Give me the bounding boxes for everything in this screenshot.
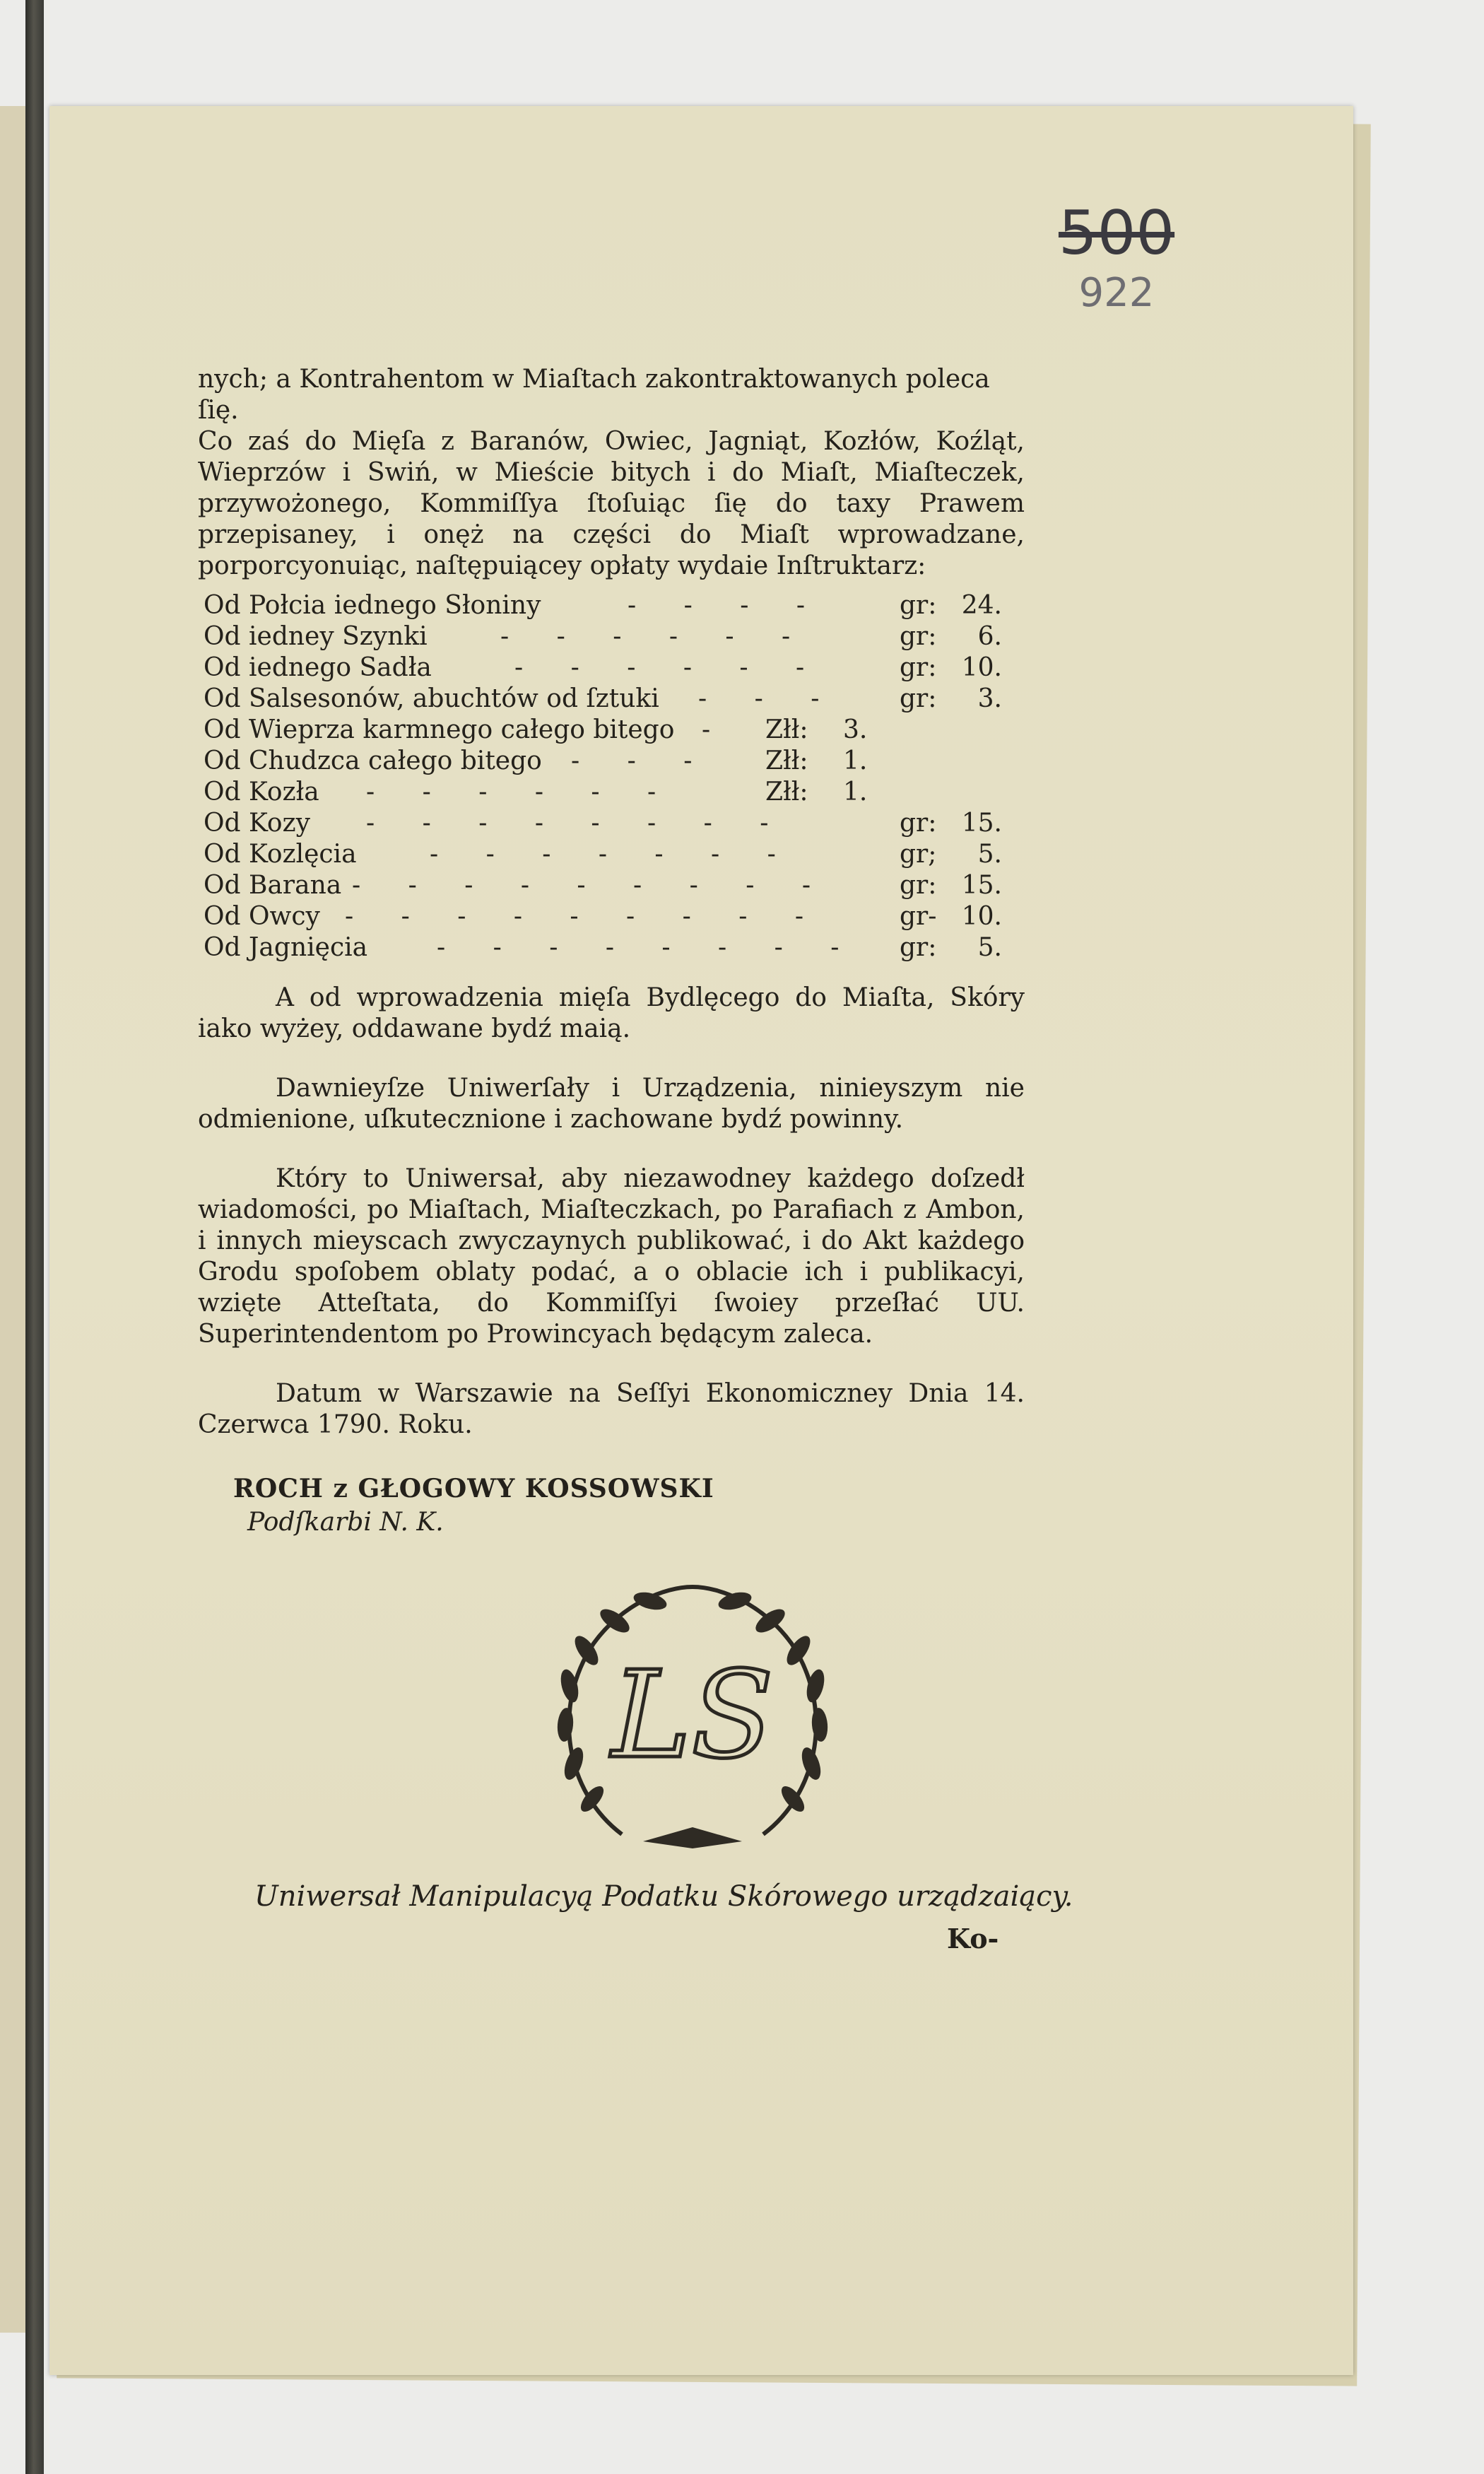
tariff-item: Od Barana <box>204 871 342 900</box>
paragraph-leather: A od wprowadzenia mięſa Bydlęcego do Miaſta, Skóry iako wyżey, oddawane bydź maią. <box>198 983 1025 1043</box>
binding-edge <box>25 0 44 2474</box>
tariff-currency: gr: <box>900 933 937 962</box>
tariff-dots: - - - - - - - - - <box>352 871 831 900</box>
tariff-value: 5. <box>977 840 1002 869</box>
tariff-currency: gr- <box>900 902 937 931</box>
tariff-currency: Złł: <box>765 715 808 744</box>
tariff-item: Od Salsesonów, abuchtów od ſztuki <box>204 684 659 713</box>
table-row <box>204 902 1023 933</box>
tariff-dots: - <box>702 715 731 744</box>
tariff-value: 24. <box>961 591 1002 620</box>
table-row <box>204 840 1023 871</box>
tariff-currency: gr: <box>900 871 937 900</box>
folio-new-number: 922 <box>1078 270 1155 316</box>
tariff-item: Od iednego Sadła <box>204 653 432 682</box>
laurel-wreath-monogram-icon <box>537 1566 848 1877</box>
tariff-value: 3. <box>977 684 1002 713</box>
signatory-title: Podſkarbi N. K. <box>247 1508 444 1537</box>
tariff-dots: - - - - - - <box>500 622 811 651</box>
paragraph-publication: Który to Uniwersał, aby niezawodney każdego doſzedł wiadomości, po Miaſtach, Miaſteczkach, po Parafiach z Ambon, i innych mieyscach zwyczaynych publikować, i do Akt każdego Grodu spoſobem oblaty podać, a o oblacie ich i publikacyi, wzięte Atteſtata, do Kommiſſyi ſwoiey przeſłać UU. Superintendentom po Prowincyach będącym zaleca. <box>198 1164 1025 1349</box>
tariff-currency: Złł: <box>765 778 808 807</box>
folio-number <box>1032 198 1201 318</box>
tariff-item: Od Kozła <box>204 778 319 807</box>
table-row <box>204 933 1023 964</box>
tariff-item: Od iedney Szynki <box>204 622 428 651</box>
tariff-dots: - - - - - - - <box>430 840 796 869</box>
catchword: Ko- <box>947 1923 999 1954</box>
tariff-table <box>204 591 1023 964</box>
tariff-currency: Złł: <box>765 746 808 775</box>
table-row <box>204 715 1023 746</box>
tariff-item: Od Połcia iednego Słoniny <box>204 591 541 620</box>
tariff-value: 1. <box>843 746 868 775</box>
tariff-dots: - - - - - - <box>366 778 676 807</box>
tariff-currency: gr: <box>900 622 937 651</box>
tariff-value: 6. <box>977 622 1002 651</box>
tariff-currency: gr; <box>900 840 937 869</box>
tariff-dots: - - - - - - - - <box>366 809 789 838</box>
tariff-dots: - - - <box>571 746 712 775</box>
table-row <box>204 591 1023 622</box>
tariff-item: Od Chudzca całego bitego <box>204 746 542 775</box>
signature-block <box>233 1472 714 1540</box>
table-row <box>204 653 1023 684</box>
tariff-item: Od Kozlęcia <box>204 840 357 869</box>
monogram: LS <box>611 1646 774 1786</box>
table-row <box>204 809 1023 840</box>
tariff-value: 5. <box>977 933 1002 962</box>
tariff-item: Od Jagnięcia <box>204 933 368 962</box>
signatory-name: ROCH z GŁOGOWY KOSSOWSKI <box>233 1474 714 1503</box>
table-row <box>204 684 1023 715</box>
folio-old-number: 500 <box>1058 198 1175 269</box>
tariff-currency: gr: <box>900 591 937 620</box>
tariff-value: 15. <box>961 809 1002 838</box>
tariff-value: 3. <box>843 715 868 744</box>
table-row <box>204 746 1023 778</box>
intro-text <box>198 364 1025 582</box>
tariff-currency: gr: <box>900 653 937 682</box>
tariff-dots: - - - - - - - - - <box>345 902 824 931</box>
tariff-dots: - - - - - - <box>514 653 825 682</box>
tariff-dots: - - - - - - - - <box>437 933 859 962</box>
paragraph-previous-acts: Dawnieyſze Uniwerſały i Urządzenia, ninieyszym nie odmienione, uſkutecznione i zachowane bydź powinny. <box>198 1074 1025 1134</box>
tariff-value: 15. <box>961 871 1002 900</box>
document-title: Uniwersał Manipulacyą Podatku Skórowego urządzaiący. <box>254 1880 1073 1913</box>
tariff-dots: - - - <box>698 684 840 713</box>
paragraph-dated: Datum w Warszawie na Seſſyi Ekonomiczney Dnia 14. Czerwca 1790. Roku. <box>198 1379 1025 1439</box>
tariff-value: 10. <box>961 902 1002 931</box>
table-row <box>204 778 1023 809</box>
intro-paragraph: Co zaś do Mięſa z Baranów, Owiec, Jagniąt, Kozłów, Koźląt, Wieprzów i Swiń, w Mieście bitych i do Miaſt, Miaſteczek, przywożonego, Kommiſſya ſtoſuiąc ſię do taxy Prawem przepisaney, i onęż na części do Miaſt wprowadzane, porporcyonuiąc, naſtępuiącey opłaty wydaie Inſtruktarz: <box>198 427 1025 580</box>
table-row <box>204 622 1023 653</box>
tariff-item: Od Owcy <box>204 902 320 931</box>
closing-text <box>198 983 1025 1441</box>
tariff-value: 10. <box>961 653 1002 682</box>
tariff-currency: gr: <box>900 684 937 713</box>
tariff-currency: gr: <box>900 809 937 838</box>
table-row <box>204 871 1023 902</box>
tariff-item: Od Kozy <box>204 809 310 838</box>
tariff-item: Od Wieprza karmnego całego bitego <box>204 715 675 744</box>
intro-line: nych; a Kontrahentom w Miaſtach zakontraktowanych poleca ſię. <box>198 365 990 425</box>
tariff-value: 1. <box>843 778 868 807</box>
tariff-dots: - - - - <box>628 591 825 620</box>
